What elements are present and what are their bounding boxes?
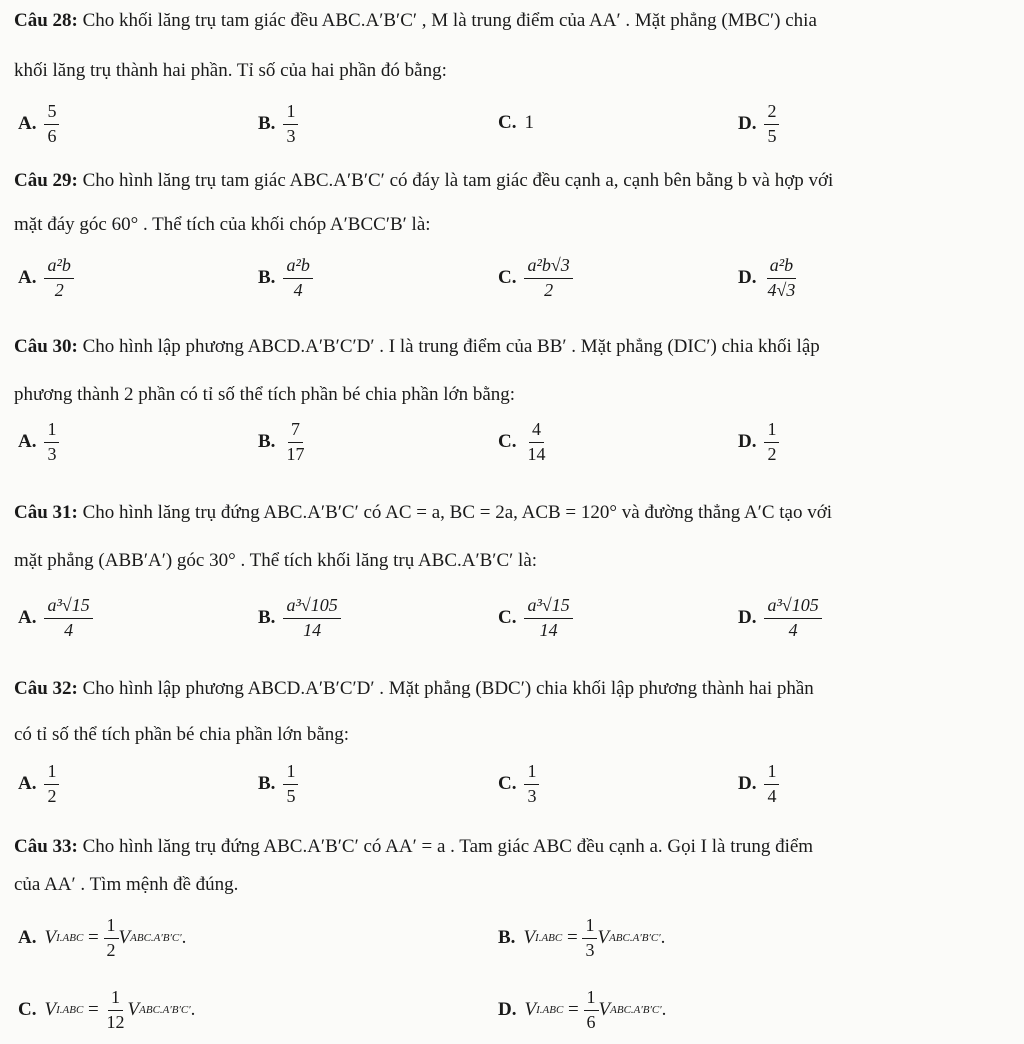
fraction <box>283 256 312 301</box>
option-label: A. <box>18 773 37 795</box>
equals-sign: = <box>88 927 99 949</box>
option-label: A. <box>18 431 37 453</box>
denominator: 6 <box>586 1011 596 1032</box>
q28-line1 <box>14 10 817 32</box>
fraction <box>44 596 92 641</box>
q30-label: Câu 30: <box>14 336 78 357</box>
volume-subscript: I.ABC <box>535 932 563 945</box>
fraction <box>584 988 599 1033</box>
option-label: C. <box>498 267 517 289</box>
q32-option-a[interactable] <box>18 762 59 807</box>
numerator: a²b <box>44 256 73 279</box>
option-label: D. <box>738 113 757 135</box>
q33-line1 <box>14 836 813 858</box>
denominator: 3 <box>286 125 296 146</box>
q33-line2: của AA′ . Tìm mệnh đề đúng. <box>14 874 239 895</box>
option-label: D. <box>738 431 757 453</box>
denominator: 2 <box>54 279 64 300</box>
denominator: 17 <box>286 443 305 464</box>
option-label: B. <box>258 267 276 289</box>
q29-line2: mặt đáy góc 60° . Thể tích của khối chóp A′BCC′B′ là: <box>14 214 431 235</box>
volume-subscript: ABC.A′B′C′ <box>609 932 661 945</box>
fraction <box>283 420 307 465</box>
volume-subscript: I.ABC <box>56 1004 84 1017</box>
fraction <box>44 256 73 301</box>
fraction <box>283 762 298 807</box>
denominator: 4 <box>788 619 798 640</box>
denominator: 3 <box>47 443 57 464</box>
q28-text-1: Cho khối lăng trụ tam giác đều ABC.A′B′C′ , M là trung điểm của AA′ . Mặt phẳng (MBC′) chia <box>82 10 817 31</box>
q30-option-c[interactable] <box>498 420 548 465</box>
denominator: 5 <box>767 125 777 146</box>
denominator: 4√3 <box>767 279 796 300</box>
q32-option-c[interactable] <box>498 762 539 807</box>
option-label: A. <box>18 607 37 629</box>
fraction <box>524 256 572 301</box>
numerator: a³√105 <box>764 596 821 619</box>
option-label: B. <box>258 607 276 629</box>
volume-subscript: ABC.A′B′C′ <box>130 932 182 945</box>
denominator: 4 <box>767 785 777 806</box>
volume-subscript: I.ABC <box>56 932 84 945</box>
q31-label: Câu 31: <box>14 502 78 523</box>
denominator: 3 <box>585 939 595 960</box>
fraction <box>283 102 298 147</box>
q32-text-1: Cho hình lập phương ABCD.A′B′C′D′ . Mặt phẳng (BDC′) chia khối lập phương thành hai phần <box>82 678 814 699</box>
q29-line1 <box>14 170 833 192</box>
q31-option-c[interactable] <box>498 596 573 641</box>
denominator: 2 <box>544 279 554 300</box>
q33-label: Câu 33: <box>14 836 78 857</box>
option-value: 1 <box>524 112 534 133</box>
numerator: a³√105 <box>283 596 340 619</box>
option-label: C. <box>498 773 517 795</box>
q33-option-c[interactable] <box>18 988 195 1033</box>
q32-label: Câu 32: <box>14 678 78 699</box>
q28-option-c[interactable] <box>498 112 534 134</box>
q31-line1 <box>14 502 832 524</box>
option-label: C. <box>498 431 517 453</box>
q30-option-b[interactable] <box>258 420 307 465</box>
fraction <box>764 596 821 641</box>
numerator: 1 <box>283 102 298 125</box>
numerator: 4 <box>529 420 544 443</box>
equals-sign: = <box>567 927 578 949</box>
option-label: B. <box>258 113 276 135</box>
denominator: 2 <box>106 939 116 960</box>
q30-line2: phương thành 2 phần có tỉ số thể tích phần bé chia phần lớn bằng: <box>14 384 516 405</box>
equals-sign: = <box>568 999 579 1021</box>
q31-line2: mặt phẳng (ABB′A′) góc 30° . Thể tích khối lăng trụ ABC.A′B′C′ là: <box>14 550 538 571</box>
fraction <box>44 762 59 807</box>
denominator: 14 <box>539 619 558 640</box>
fraction <box>764 420 779 465</box>
denominator: 5 <box>286 785 296 806</box>
numerator: 1 <box>44 762 59 785</box>
volume-symbol: V <box>524 999 537 1021</box>
q32-line2: có tỉ số thể tích phần bé chia phần lớn bằng: <box>14 724 350 745</box>
q31-option-b[interactable] <box>258 596 341 641</box>
numerator: 2 <box>764 102 779 125</box>
option-label: B. <box>258 431 276 453</box>
q32-option-d[interactable] <box>738 762 779 807</box>
volume-symbol: V <box>598 999 611 1021</box>
denominator: 4 <box>64 619 74 640</box>
q29-option-d[interactable] <box>738 256 798 301</box>
option-label: C. <box>498 607 517 629</box>
option-label: A. <box>18 113 37 135</box>
numerator: a³√15 <box>44 596 92 619</box>
fraction <box>283 596 340 641</box>
numerator: a²b <box>767 256 796 279</box>
option-label: B. <box>498 927 516 949</box>
option-label: C. <box>498 112 517 133</box>
numerator: 1 <box>283 762 298 785</box>
denominator: 3 <box>527 785 537 806</box>
numerator: 1 <box>108 988 123 1011</box>
volume-symbol: V <box>523 927 536 949</box>
q29-text-1: Cho hình lăng trụ tam giác ABC.A′B′C′ có đáy là tam giác đều cạnh a, cạnh bên bằng b và hợp với <box>82 170 834 191</box>
numerator: 7 <box>288 420 303 443</box>
period: . <box>181 927 187 949</box>
period: . <box>661 999 667 1021</box>
q33-option-d[interactable] <box>498 988 666 1033</box>
option-label: B. <box>258 773 276 795</box>
q30-line1 <box>14 336 820 358</box>
numerator: a²b√3 <box>524 256 572 279</box>
denominator: 14 <box>303 619 322 640</box>
option-label: D. <box>738 607 757 629</box>
q28-option-b[interactable] <box>258 102 298 147</box>
option-label: A. <box>18 267 37 289</box>
q31-option-d[interactable] <box>738 596 822 641</box>
numerator: 1 <box>582 916 597 939</box>
fraction <box>104 916 119 961</box>
q29-option-a[interactable] <box>18 256 74 301</box>
q28-label: Câu 28: <box>14 10 78 31</box>
q31-option-a[interactable] <box>18 596 93 641</box>
fraction <box>524 420 548 465</box>
fraction <box>104 988 128 1033</box>
numerator: 1 <box>44 420 59 443</box>
q33-option-a[interactable] <box>18 916 186 961</box>
period: . <box>660 927 666 949</box>
fraction <box>764 762 779 807</box>
denominator: 12 <box>106 1011 125 1032</box>
period: . <box>190 999 196 1021</box>
fraction <box>44 102 59 147</box>
denominator: 2 <box>767 443 777 464</box>
option-label: D. <box>738 267 757 289</box>
fraction <box>764 256 798 301</box>
volume-symbol: V <box>44 999 57 1021</box>
fraction <box>582 916 597 961</box>
numerator: 1 <box>764 420 779 443</box>
fraction <box>524 596 572 641</box>
q33-text-1: Cho hình lăng trụ đứng ABC.A′B′C′ có AA′ = a . Tam giác ABC đều cạnh a. Gọi I là trung điểm <box>82 836 814 857</box>
fraction <box>524 762 539 807</box>
q30-option-a[interactable] <box>18 420 59 465</box>
numerator: 5 <box>44 102 59 125</box>
numerator: a²b <box>283 256 312 279</box>
volume-symbol: V <box>44 927 57 949</box>
volume-symbol: V <box>127 999 140 1021</box>
denominator: 4 <box>293 279 303 300</box>
equals-sign: = <box>88 999 99 1021</box>
numerator: 1 <box>524 762 539 785</box>
fraction <box>764 102 779 147</box>
volume-symbol: V <box>597 927 610 949</box>
q30-option-d[interactable] <box>738 420 779 465</box>
q32-option-b[interactable] <box>258 762 298 807</box>
numerator: 1 <box>584 988 599 1011</box>
q30-text-1: Cho hình lập phương ABCD.A′B′C′D′ . I là trung điểm của BB′ . Mặt phẳng (DIC′) chia khối lập <box>82 336 820 357</box>
option-label: A. <box>18 927 37 949</box>
option-label: D. <box>738 773 757 795</box>
volume-subscript: ABC.A′B′C′ <box>139 1004 191 1017</box>
option-label: C. <box>18 999 37 1021</box>
q29-label: Câu 29: <box>14 170 78 191</box>
volume-subscript: ABC.A′B′C′ <box>610 1004 662 1017</box>
q28-option-d[interactable] <box>738 102 779 147</box>
q33-option-b[interactable] <box>498 916 665 961</box>
denominator: 2 <box>47 785 57 806</box>
volume-symbol: V <box>118 927 131 949</box>
numerator: a³√15 <box>524 596 572 619</box>
denominator: 6 <box>47 125 57 146</box>
numerator: 1 <box>104 916 119 939</box>
denominator: 14 <box>527 443 546 464</box>
q29-option-b[interactable] <box>258 256 313 301</box>
option-label: D. <box>498 999 517 1021</box>
numerator: 1 <box>764 762 779 785</box>
q31-text-1: Cho hình lăng trụ đứng ABC.A′B′C′ có AC = a, BC = 2a, ACB = 120° và đường thẳng A′C tạo với <box>82 502 833 523</box>
q28-line2: khối lăng trụ thành hai phần. Tỉ số của hai phần đó bằng: <box>14 60 447 81</box>
q28-option-a[interactable] <box>18 102 59 147</box>
volume-subscript: I.ABC <box>536 1004 564 1017</box>
fraction <box>44 420 59 465</box>
q32-line1 <box>14 678 814 700</box>
q29-option-c[interactable] <box>498 256 573 301</box>
